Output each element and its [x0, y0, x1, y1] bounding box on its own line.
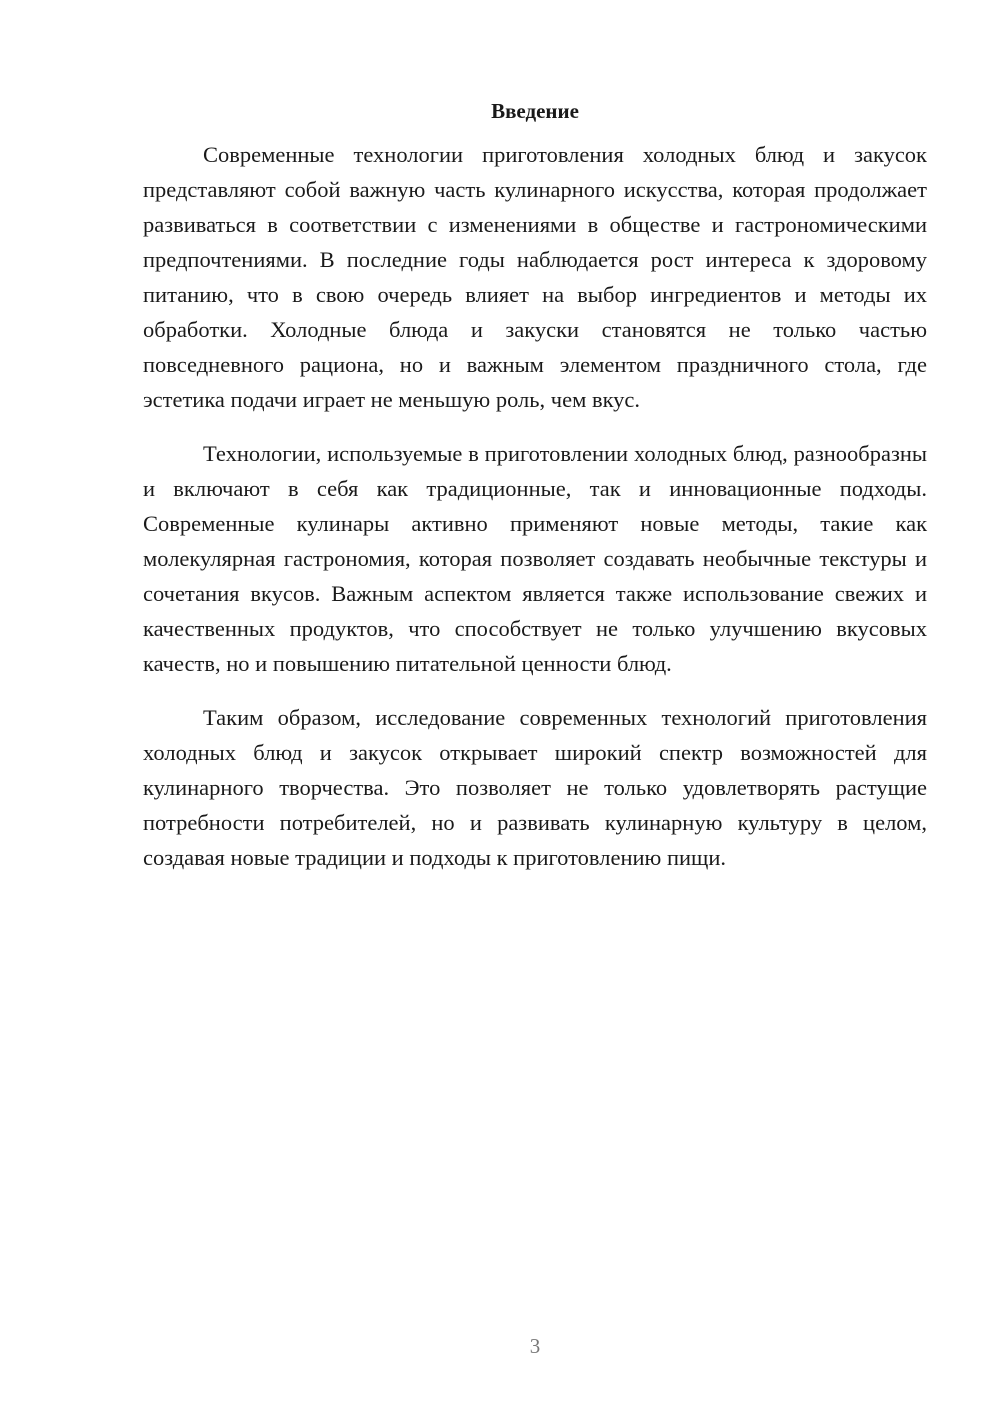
section-heading: Введение	[491, 99, 579, 123]
paragraph-1: Современные технологии приготовления холодных блюд и закусок представляют собой важную часть кулинарного искусства, которая продолжает развиваться в соответствии с изменениями в обществе и гастрономическими предпочтениями. В последние годы наблюдается рост интереса к здоровому питанию, что в свою очередь влияет на выбор ингредиентов и методы их обработки. Холодные блюда и закуски становятся не только частью повседневного рациона, но и важным элементом праздничного стола, где эстетика подачи играет не меньшую роль, чем вкус.	[143, 142, 927, 412]
page-content	[143, 95, 927, 875]
paragraph-3: Таким образом, исследование современных технологий приготовления холодных блюд и закусок открывает широкий спектр возможностей для кулинарного творчества. Это позволяет не только удовлетворять растущие потребности потребителей, но и развивать кулинарную культуру в целом, создавая новые традиции и подходы к приготовлению пищи.	[143, 705, 927, 870]
paragraph-2: Технологии, используемые в приготовлении холодных блюд, разнообразны и включают в себя как традиционные, так и инновационные подходы. Современные кулинары активно применяют новые методы, такие как молекулярная гастрономия, которая позволяет создавать необычные текстуры и сочетания вкусов. Важным аспектом является также использование свежих и качественных продуктов, что способствует не только улучшению вкусовых качеств, но и повышению питательной ценности блюд.	[143, 441, 927, 676]
page-number: 3	[529, 1334, 541, 1358]
